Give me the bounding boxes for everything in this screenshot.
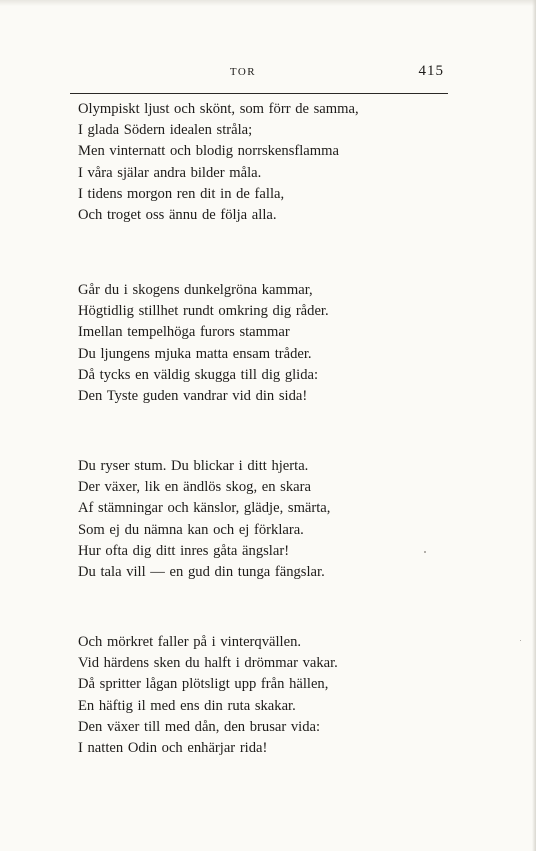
page-right-edge bbox=[532, 0, 536, 851]
print-speck bbox=[424, 551, 426, 553]
verse-line: I natten Odin och enhärjar rida! bbox=[78, 739, 268, 756]
verse-line: Och mörkret faller på i vinterqvällen. bbox=[78, 634, 302, 650]
stanza-3 bbox=[78, 456, 458, 583]
verse-line: Imellan tempelhöga furors stammar bbox=[78, 324, 290, 341]
verse-line: Då tycks en väldig skugga till dig glida: bbox=[78, 366, 319, 383]
verse-line: Som ej du nämna kan och ej förklara. bbox=[78, 521, 304, 538]
print-speck bbox=[520, 640, 521, 641]
stanza-4 bbox=[78, 632, 458, 759]
page-top-edge bbox=[0, 0, 536, 6]
verse-line: Af stämningar och känslor, glädje, smärta, bbox=[78, 500, 331, 517]
verse-line: Du tala vill — en gud din tunga fängslar. bbox=[78, 563, 325, 580]
verse-line: Den Tyste guden vandrar vid din sida! bbox=[78, 387, 308, 404]
header-rule bbox=[70, 93, 448, 94]
verse-line: Olympiskt ljust och skönt, som förr de samma, bbox=[78, 101, 359, 117]
stanza-2 bbox=[78, 280, 458, 407]
page-number: 415 bbox=[418, 63, 444, 79]
verse-line: Då spritter lågan plötsligt upp från hällen, bbox=[78, 676, 329, 693]
verse-line: I glada Södern idealen stråla; bbox=[78, 122, 253, 139]
verse-line: Du ljungens mjuka matta ensam tråder. bbox=[78, 345, 312, 362]
verse-line: En häftig il med ens din ruta skakar. bbox=[78, 697, 296, 714]
stanza-1 bbox=[78, 99, 458, 226]
running-title: TOR bbox=[229, 66, 257, 78]
running-head bbox=[0, 64, 536, 84]
verse-line: Högtidlig stillhet rundt omkring dig råder. bbox=[78, 303, 329, 320]
verse-line: Men vinternatt och blodig norrskensflamma bbox=[78, 143, 339, 160]
verse-line: Och troget oss ännu de följa alla. bbox=[78, 206, 277, 223]
verse-line: Vid härdens sken du halft i drömmar vakar. bbox=[78, 655, 338, 672]
verse-line: Hur ofta dig ditt inres gåta ängslar! bbox=[78, 542, 290, 559]
verse-line: I våra själar andra bilder måla. bbox=[78, 164, 262, 181]
verse-line: Den växer till med dån, den brusar vida: bbox=[78, 718, 321, 735]
verse-line: I tidens morgon ren dit in de falla, bbox=[78, 185, 285, 202]
verse-line: Der växer, lik en ändlös skog, en skara bbox=[78, 479, 311, 496]
verse-line: Går du i skogens dunkelgröna kammar, bbox=[78, 282, 313, 298]
verse-line: Du ryser stum. Du blickar i ditt hjerta. bbox=[78, 458, 309, 474]
